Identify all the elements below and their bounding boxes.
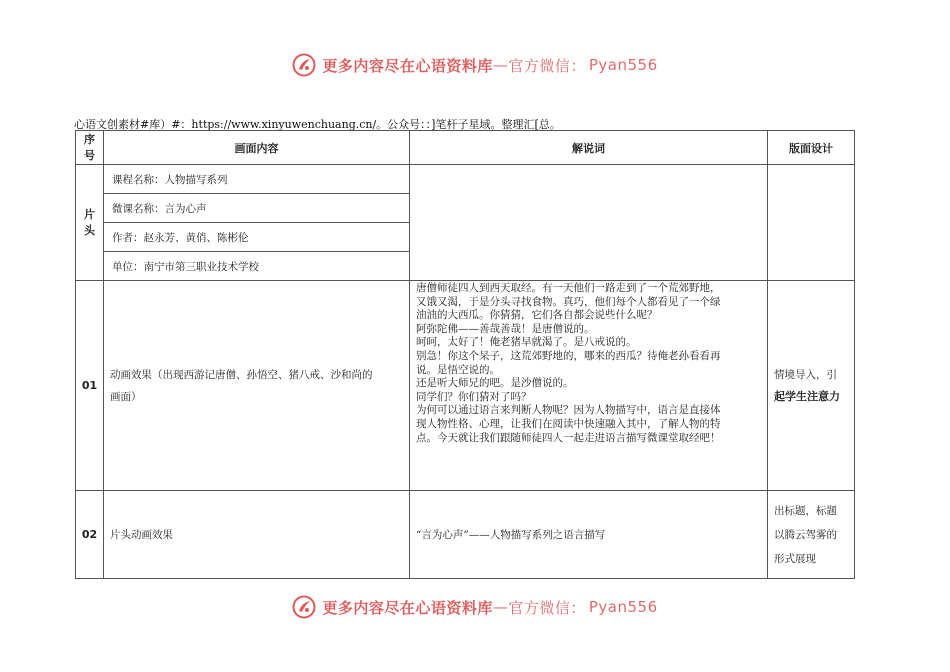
brand-logo-icon (292, 595, 316, 619)
header-design: 版面设计 (768, 131, 855, 165)
opening-seq: 片 头 (76, 165, 104, 281)
row-01-seq: 01 (76, 281, 104, 491)
source-line: 心语文创素材#库）#：https://www.xinyuwenchuang.cn/。公众号：：]笔杆子星域。整理汇[总。 (74, 118, 561, 131)
row-02-design: 出标题，标题 以腾云驾雾的 形式展现 (768, 491, 855, 579)
banner-contact-label: 官方微信： (508, 598, 586, 617)
banner-handle: Pyan556 (588, 598, 658, 616)
table-header-row (76, 131, 855, 165)
brand-logo-icon (292, 53, 316, 77)
opening-narration-cell (410, 165, 768, 281)
micro-course-cell: 微课名称：言为心声 (104, 194, 410, 223)
header-banner (0, 50, 950, 80)
course-name-cell: 课程名称：人物描写系列 (104, 165, 410, 194)
opening-design-cell (768, 165, 855, 281)
row-02-seq: 02 (76, 491, 104, 579)
header-content: 画面内容 (104, 131, 410, 165)
banner-separator: — (492, 56, 509, 74)
row-01-narration: 唐僧师徒四人到西天取经。有一天他们一路走到了一个荒郊野地， 又饿又渴，于是分头寻找食物。真巧，他们每个人都看见了一个绿 油油的大西瓜。你猜猜，它们各自都会说些什么呢？ 阿弥陀佛——善哉善哉！是唐僧说的。 呵呵，太好了！俺老猪早就渴了。是八戒说的。 别急！你这个呆子，这荒郊野地的，哪来的西瓜？待俺老孙看看再 说。是悟空说的。 还是听大师兄的吧。是沙僧说的。 同学们？你们猜对了吗？ 为何可以通过语言来判断人物呢？因为人物描写中，语言是直接体 现人物性格、心理，让我们在阅读中快速融入其中，了解人物的特 点。今天就让我们跟随师徒四人一起走进语言描写微课堂取经吧！ (410, 281, 768, 491)
row-01-content: 动画效果（出现西游记唐僧、孙悟空、猪八戒、沙和尚的 画面） (104, 281, 410, 491)
banner-handle: Pyan556 (588, 56, 658, 74)
header-narration: 解说词 (410, 131, 768, 165)
footer-banner (0, 592, 950, 622)
script-table (75, 130, 855, 579)
banner-text: 更多内容尽在心语资料库 (322, 56, 493, 75)
banner-text: 更多内容尽在心语资料库 (322, 598, 493, 617)
table-row (76, 165, 855, 194)
row-01-design: 情境导入，引 起学生注意力 (768, 281, 855, 491)
table-row (76, 491, 855, 579)
authors-cell: 作者：赵永芳、黄俏、陈彬伦 (104, 223, 410, 252)
header-seq: 序 号 (76, 131, 104, 165)
banner-separator: — (492, 598, 509, 616)
table-row (76, 281, 855, 491)
row-02-content: 片头动画效果 (104, 491, 410, 579)
row-02-narration: “言为心声”——人物描写系列之语言描写 (410, 491, 768, 579)
institution-cell: 单位：南宁市第三职业技术学校 (104, 252, 410, 281)
banner-contact-label: 官方微信： (508, 56, 586, 75)
